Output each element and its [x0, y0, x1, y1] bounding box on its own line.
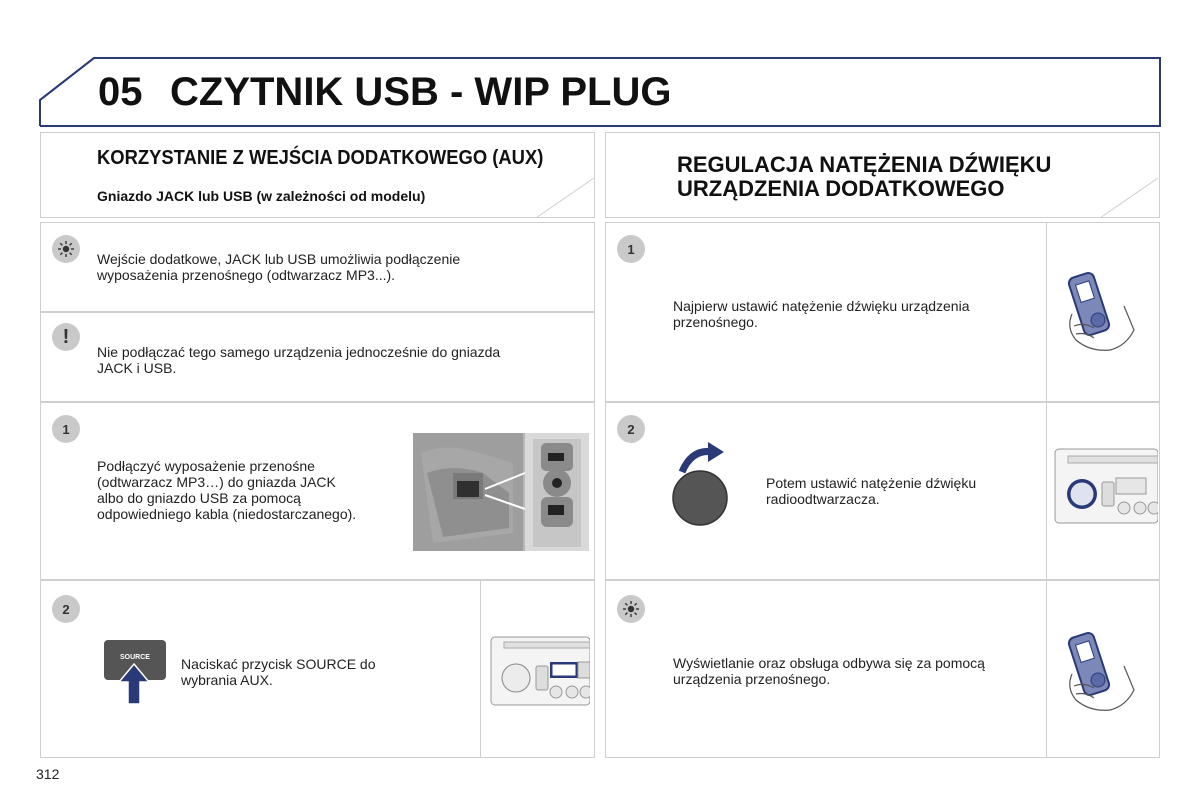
right-section-title-line1: REGULACJA NATĘŻENIA DŹWIĘKU: [677, 152, 1052, 177]
radio-source-image: [490, 636, 590, 706]
hand-player-image: [1064, 270, 1140, 354]
right-step1-text: Najpierw ustawić natężenie dźwięku urządzenia przenośnego.: [673, 298, 970, 330]
hand-player-image-2: [1064, 630, 1140, 714]
left-header-corner: [536, 178, 596, 220]
left-section-header: [40, 132, 595, 218]
left-step2-badge: 2: [52, 595, 80, 623]
info-sun-icon: [52, 235, 80, 263]
left-section-title: KORZYSTANIE Z WEJŚCIA DODATKOWEGO (AUX): [97, 147, 544, 169]
right-section-title-line2: URZĄDZENIA DODATKOWEGO: [677, 176, 1005, 201]
radio-volume-image: [1054, 448, 1158, 524]
right-header-corner: [1100, 178, 1160, 220]
left-info-text: Wejście dodatkowe, JACK lub USB umożliwia podłączenie wyposażenia przenośnego (odtwarzacz MP3...).: [97, 251, 461, 283]
left-step1-badge: 1: [52, 415, 80, 443]
right-step2-text: Potem ustawić natężenie dźwięku radioodtwarzacza.: [766, 475, 977, 507]
chapter-number: 05: [98, 70, 143, 114]
right-info-text: Wyświetlanie oraz obsługa odbywa się za pomocą urządzenia przenośnego.: [673, 655, 985, 687]
jack-usb-socket-image: [413, 433, 589, 551]
up-arrow-icon: [118, 662, 150, 706]
left-step2-text: Naciskać przycisk SOURCE do wybrania AUX.: [181, 656, 376, 688]
volume-knob-icon: [668, 440, 732, 530]
right-info-sun-icon: [617, 595, 645, 623]
left-warning-text: Nie podłączać tego samego urządzenia jednocześnie do gniazda JACK i USB.: [97, 344, 501, 376]
source-button-label: SOURCE: [120, 654, 150, 661]
warning-exclamation-icon: !: [52, 323, 80, 351]
right-step1-badge: 1: [617, 235, 645, 263]
left-section-subtitle: Gniazdo JACK lub USB (w zależności od modelu): [97, 188, 426, 204]
chapter-title: CZYTNIK USB - WIP PLUG: [170, 70, 672, 114]
right-step2-badge: 2: [617, 415, 645, 443]
page-number: 312: [36, 766, 60, 782]
left-step1-text: Podłączyć wyposażenie przenośne (odtwarzacz MP3…) do gniazda JACK albo do gniazdo USB za pomocą odpowiedniego kabla (niedostarczanego).: [97, 458, 357, 522]
